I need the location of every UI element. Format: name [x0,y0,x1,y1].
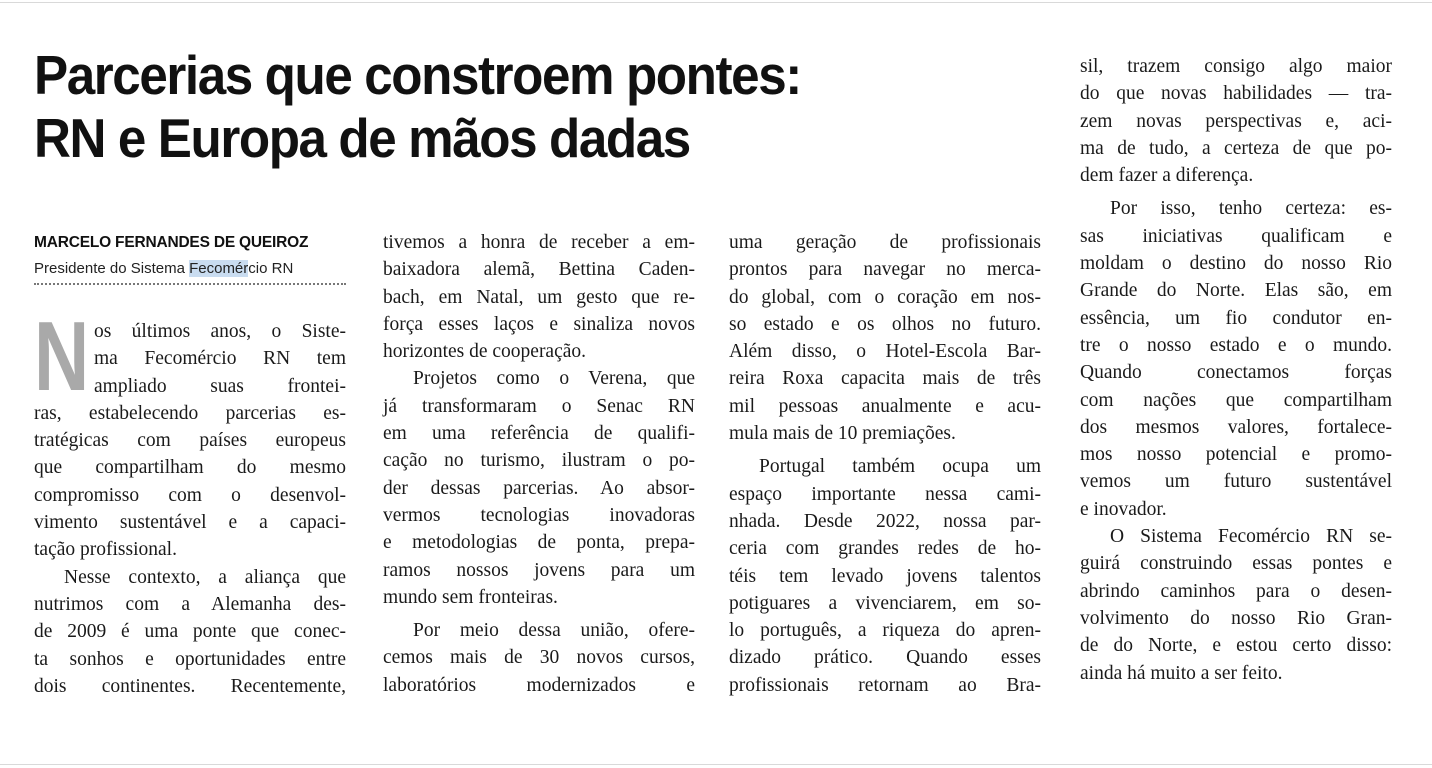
text-line: Portugal também ocupa um [759,456,1041,478]
text-line: tação profissional. [34,539,177,561]
text-line: baixadora alemã, Bettina Caden- [383,259,695,281]
text-line: do que novas habilidades — tra- [1080,83,1392,105]
text-line: ampliado suas frontei- [94,375,346,397]
text-line: mil pessoas anualmente e acu- [729,395,1041,417]
text-line: dos mesmos valores, fortalece- [1080,416,1392,438]
text-line: tivemos a honra de receber a em- [383,232,695,253]
text-line: horizontes de cooperação. [383,341,587,363]
text-line: dois continentes. Recentemente, [34,675,346,697]
text-line: volvimento do nosso Rio Gran- [1080,607,1392,629]
text-line: força esses laços e sinaliza novos [383,313,695,335]
text-line: prontos para navegar no merca- [729,259,1041,281]
author-role-highlight[interactable]: Fecomér [189,260,249,277]
text-line: Quando conectamos forças [1080,362,1392,384]
text-line: ceria com grandes redes de ho- [729,538,1041,560]
text-line: nhada. Desde 2022, nossa par- [729,510,1041,532]
text-line: de do Norte, e estou certo disso: [1080,635,1392,657]
text-line: der dessas parcerias. Ao absor- [383,477,695,499]
text-line: ramos nossos jovens para um [383,559,695,581]
author-role-part-2: cio RN [248,260,294,277]
article-column-1 [34,301,346,700]
author-name: MARCELO FERNANDES DE QUEIROZ [34,234,309,251]
text-line: Além disso, o Hotel-Escola Bar- [729,341,1041,363]
text-line: os últimos anos, o Siste- [94,321,346,342]
text-line: ainda há muito a ser feito. [1080,662,1283,684]
text-line: espaço importante nessa cami- [729,483,1041,505]
text-line: tratégicas com países europeus [34,430,346,452]
byline-divider [34,283,346,285]
text-line: Nesse contexto, a aliança que [64,566,346,588]
text-line: reira Roxa capacita mais de três [729,368,1041,390]
article-column-3 [729,229,1041,699]
text-line: O Sistema Fecomércio RN se- [1110,526,1392,548]
text-line: laboratórios modernizados e [383,674,695,696]
article-column-4 [1080,53,1392,687]
page-bottom-rule [0,764,1432,765]
text-line: e metodologias de ponta, prepa- [383,532,695,554]
text-line: téis tem levado jovens talentos [729,565,1041,587]
text-line: mos nosso potencial e promo- [1080,444,1392,466]
text-line: guirá construindo essas pontes e [1080,553,1392,575]
text-line: bach, em Natal, um gesto que re- [383,286,695,308]
text-line: vermos tecnologias inovadoras [383,504,695,526]
text-line: sil, trazem consigo algo maior [1080,56,1392,77]
text-line: cação no turismo, ilustram o po- [383,450,695,472]
author-role [34,259,346,279]
text-line: so estado e os olhos no futuro. [729,313,1041,335]
text-line: dem fazer a diferença. [1080,165,1254,187]
text-line: do global, com o coração em nos- [729,286,1041,308]
text-line: potiguares a vivenciarem, em so- [729,592,1041,614]
text-line: Por isso, tenho certeza: es- [1110,198,1392,220]
text-line: mula mais de 10 premiações. [729,423,956,445]
author-role-part-1: Presidente do Sistema [34,260,190,277]
text-line: vemos um futuro sustentável [1080,471,1392,493]
text-line: com nações que compartilham [1080,389,1392,411]
article-column-2 [383,229,695,699]
page-top-rule [0,2,1432,3]
text-line: Grande do Norte. Elas são, em [1080,280,1392,302]
text-line: uma geração de profissionais [729,232,1041,253]
text-line: zem novas perspectivas e, aci- [1080,110,1392,132]
text-line: nutrimos com a Alemanha des- [34,593,346,615]
byline [34,233,346,279]
text-line: compromisso com o desenvol- [34,484,346,506]
text-line: tre o nosso estado e o mundo. [1080,334,1392,356]
text-line: vimento sustentável e a capaci- [34,512,346,534]
text-line: lo português, a riqueza do apren- [729,620,1041,642]
headline-line-2: RN e Europa de mãos dadas [34,107,690,169]
text-line: ta sonhos e oportunidades entre [34,648,346,670]
text-line: profissionais retornam ao Bra- [729,674,1041,696]
text-line: e inovador. [1080,498,1167,520]
text-line: ras, estabelecendo parcerias es- [34,402,346,424]
text-line: cemos mais de 30 novos cursos, [383,647,695,669]
text-line: ma de tudo, a certeza de que po- [1080,137,1392,159]
headline-line-1: Parcerias que constroem pontes: [34,44,801,106]
article-headline [34,44,973,170]
text-line: essência, um fio condutor en- [1080,307,1392,329]
text-line: já transformaram o Senac RN [383,395,695,417]
drop-cap: N [34,301,90,411]
text-line: Projetos como o Verena, que [413,368,695,390]
text-line: abrindo caminhos para o desen- [1080,580,1392,602]
text-line: em uma referência de qualifi- [383,423,695,445]
text-line: moldam o destino do nosso Rio [1080,253,1392,275]
text-line: Por meio dessa união, ofere- [413,620,695,642]
text-line: mundo sem fronteiras. [383,586,558,608]
text-line: de 2009 é uma ponte que conec- [34,621,346,643]
text-line: dizado prático. Quando esses [729,647,1041,669]
text-line: ma Fecomércio RN tem [94,348,346,370]
text-line: sas iniciativas qualificam e [1080,225,1392,247]
text-line: que compartilham do mesmo [34,457,346,479]
